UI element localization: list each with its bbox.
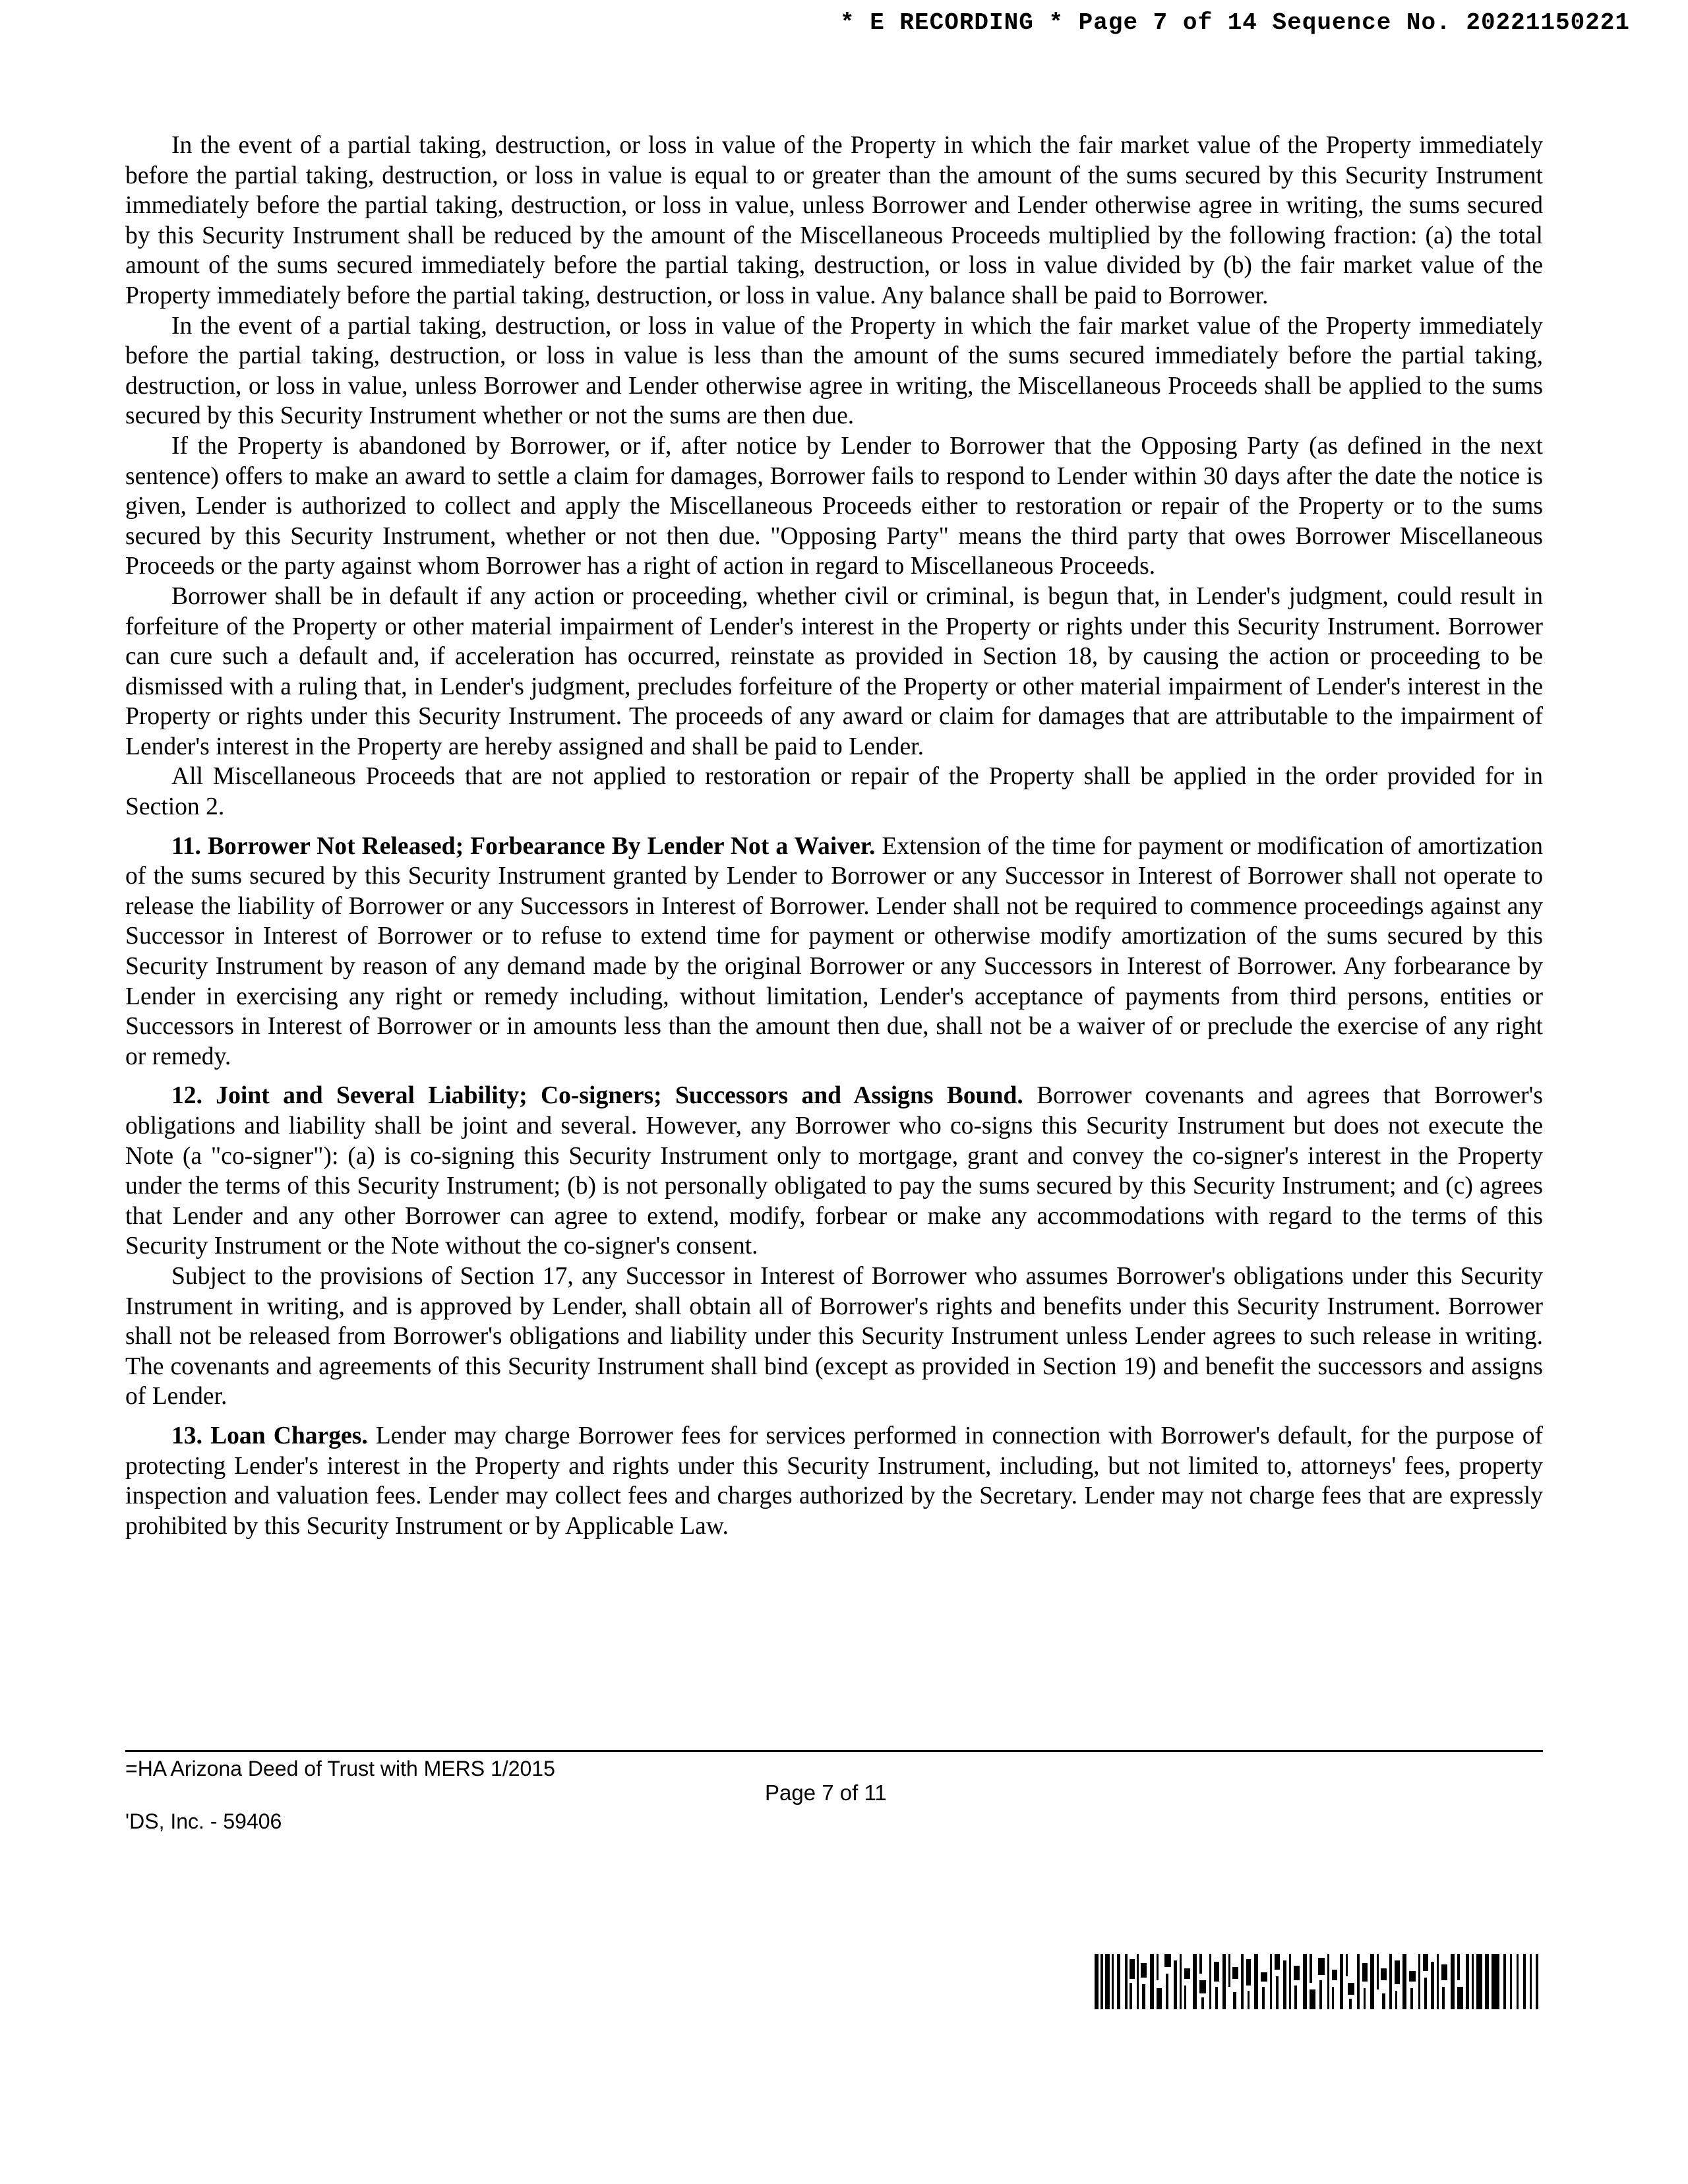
paragraph-text: All Miscellaneous Proceeds that are not applied to restoration or repair of the Property shall be applied in the order provided for in Section 2. (125, 763, 1543, 821)
section-heading: 12. Joint and Several Liability; Co-signers; Successors and Assigns Bound. (171, 1082, 1023, 1110)
paragraph-text: Borrower shall be in default if any action or proceeding, whether civil or criminal, is begun that, in Lender's judgment, could result in forfeiture of the Property or other material impairment of Lender's interest in the Property or rights under this Security Instrument. Borrower can cure such a default and, if acceleration has occurred, reinstate as provided in Section 18, by causing the action or proceeding to be dismissed with a ruling that, in Lender's judgment, precludes forfeiture of the Property or other material impairment of Lender's interest in the Property or rights under this Security Instrument. The proceeds of any award or claim for damages that are attributable to the impairment of Lender's interest in the Property are hereby assigned and shall be paid to Lender. (125, 582, 1543, 760)
paragraph-text: In the event of a partial taking, destruction, or loss in value of the Property in which the fair market value of the Property immediately before the partial taking, destruction, or loss in value is equal to or greater than the amount of the sums secured by this Security Instrument immediately before the partial taking, destruction, or loss in value, unless Borrower and Lender otherwise agree in writing, the sums secured by this Security Instrument shall be reduced by the amount of the Miscellaneous Proceeds multiplied by the following fraction: (a) the total amount of the sums secured immediately before the partial taking, destruction, or loss in value divided by (b) the fair market value of the Property immediately before the partial taking, destruction, or loss in value. Any balance shall be paid to Borrower. (125, 132, 1543, 309)
paragraph-text: Borrower covenants and agrees that Borrower's obligations and liability shall be joint and several. However, any Borrower who co-signs this Security Instrument but does not execute the Note (a "co-signer"): (a) is co-signing this Security Instrument only to mortgage, grant and convey the co-signer's interest in the Property under the terms of this Security Instrument; (b) is not personally obligated to pay the sums secured by this Security Instrument; and (c) agrees that Lender and any other Borrower can agree to extend, modify, forbear or make any accommodations with regard to the terms of this Security Instrument or the Note without the co-signer's consent. (125, 1082, 1543, 1260)
vendor-id: 'DS, Inc. - 59406 (125, 1809, 282, 1833)
section-heading: 11. Borrower Not Released; Forbearance By Lender Not a Waiver. (171, 832, 876, 860)
paragraph-successor-in-interest (125, 1261, 1543, 1412)
section-12 (125, 1081, 1543, 1261)
form-name: =HA Arizona Deed of Trust with MERS 1/2015 (125, 1757, 555, 1780)
paragraph-partial-taking-2 (125, 311, 1543, 431)
page-number: Page 7 of 11 (765, 1780, 887, 1805)
paragraph-misc-proceeds (125, 762, 1543, 822)
paragraph-text: Extension of the time for payment or modification of amortization of the sums secured by this Security Instrument granted by Lender to Borrower or any Successor in Interest of Borrower shall not operate to release the liability of Borrower or any Successors in Interest of Borrower. Lender shall not be required to commence proceedings against any Successor in Interest of Borrower or to refuse to extend time for payment or otherwise modify amortization of the sums secured by this Security Instrument by reason of any demand made by the original Borrower or any Successors in Interest of Borrower. Any forbearance by Lender in exercising any right or remedy including, without limitation, Lender's acceptance of payments from third persons, entities or Successors in Interest of Borrower or in amounts less than the amount then due, shall not be a waiver of or preclude the exercise of any right or remedy. (125, 832, 1543, 1070)
document-body (125, 131, 1543, 1541)
section-heading: 13. Loan Charges. (171, 1422, 368, 1449)
section-13 (125, 1421, 1543, 1541)
paragraph-text: Lender may charge Borrower fees for services performed in connection with Borrower's default, for the purpose of protecting Lender's interest in the Property and rights under this Security Instrument, including, but not limited to, attorneys' fees, property inspection and valuation fees. Lender may collect fees and charges authorized by the Secretary. Lender may not charge fees that are expressly prohibited by this Security Instrument or by Applicable Law. (125, 1422, 1543, 1540)
paragraph-abandoned-property (125, 431, 1543, 582)
paragraph-default-action (125, 582, 1543, 762)
barcode-icon (1095, 1954, 1540, 2009)
section-11 (125, 832, 1543, 1072)
paragraph-text: Subject to the provisions of Section 17, any Successor in Interest of Borrower who assumes Borrower's obligations under this Security Instrument in writing, and is approved by Lender, shall obtain all of Borrower's rights and benefits under this Security Instrument. Borrower shall not be released from Borrower's obligations and liability under this Security Instrument unless Lender agrees to such release in writing. The covenants and agreements of this Security Instrument shall bind (except as provided in Section 19) and benefit the successors and assigns of Lender. (125, 1262, 1543, 1410)
paragraph-text: In the event of a partial taking, destruction, or loss in value of the Property in which the fair market value of the Property immediately before the partial taking, destruction, or loss in value is less than the amount of the sums secured immediately before the partial taking, destruction, or loss in value, unless Borrower and Lender otherwise agree in writing, the Miscellaneous Proceeds shall be applied to the sums secured by this Security Instrument whether or not the sums are then due. (125, 312, 1543, 430)
paragraph-partial-taking-1 (125, 131, 1543, 311)
recording-stamp: * E RECORDING * Page 7 of 14 Sequence No. 20221150221 (840, 9, 1630, 36)
paragraph-text: If the Property is abandoned by Borrower, or if, after notice by Lender to Borrower that the Opposing Party (as defined in the next sentence) offers to make an award to settle a claim for damages, Borrower fails to respond to Lender within 30 days after the date the notice is given, Lender is authorized to collect and apply the Miscellaneous Proceeds either to restoration or repair of the Property or to the sums secured by this Security Instrument, whether or not then due. "Opposing Party" means the third party that owes Borrower Miscellaneous Proceeds or the party against whom Borrower has a right of action in regard to Miscellaneous Proceeds. (125, 432, 1543, 580)
footer-divider (125, 1750, 1543, 1752)
